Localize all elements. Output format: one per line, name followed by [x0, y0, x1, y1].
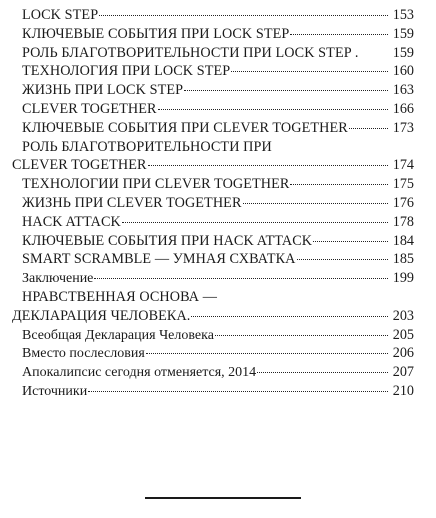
toc-entry-title: ТЕХНОЛОГИИ ПРИ CLEVER TOGETHER — [22, 176, 290, 193]
toc-entry-page: 207 — [392, 364, 414, 381]
dot-leader — [94, 278, 388, 279]
toc-entry-page: 163 — [392, 82, 414, 99]
toc-entry-lock-step-technology — [0, 62, 436, 81]
toc-entry-page: 203 — [392, 307, 414, 324]
toc-entry-title: ЖИЗНЬ ПРИ CLEVER TOGETHER — [22, 194, 242, 211]
toc-entry-page: 173 — [392, 119, 414, 136]
dot-leader — [349, 128, 388, 129]
toc-entry-title: ТЕХНОЛОГИЯ ПРИ LOCK STEP — [22, 63, 231, 80]
toc-entry-title: LOCK STEP — [22, 7, 99, 23]
toc-entry-title: РОЛЬ БЛАГОТВОРИТЕЛЬНОСТИ ПРИ LOCK STEP . — [22, 44, 359, 61]
toc-entry-page: 178 — [392, 213, 414, 230]
toc-entry-page: 184 — [392, 232, 414, 249]
toc-entry-lock-step-events — [0, 25, 436, 44]
toc-entry-sources — [0, 382, 436, 401]
dot-leader — [231, 71, 388, 72]
toc-entry-page: 185 — [392, 251, 414, 268]
toc-entry-conclusion — [0, 269, 436, 288]
toc-entry-lock-step-life — [0, 81, 436, 100]
toc-entry-title: КЛЮЧЕВЫЕ СОБЫТИЯ ПРИ HACK ATTACK — [22, 232, 313, 249]
toc-entry-page: 166 — [392, 100, 414, 117]
toc-entry-clever-together-events — [0, 119, 436, 138]
toc-entry-clever-together — [0, 100, 436, 119]
toc-entry-clever-together-technology — [0, 175, 436, 194]
dot-leader — [146, 353, 388, 354]
toc-entry-title: ДЕКЛАРАЦИЯ ЧЕЛОВЕКА. — [12, 307, 191, 324]
table-of-contents — [0, 6, 436, 401]
footer-rule — [145, 497, 301, 499]
dot-leader — [243, 203, 388, 204]
toc-entry-title: Апокалипсис сегодня отменяется, 2014 — [22, 365, 257, 381]
toc-entry-page: 159 — [392, 25, 414, 42]
dot-leader — [88, 391, 388, 392]
toc-entry-lock-step — [0, 6, 436, 25]
toc-entry-lock-step-charity — [0, 44, 436, 63]
toc-entry-moral-basis-line2 — [0, 307, 436, 326]
toc-entry-page: 210 — [392, 382, 414, 399]
toc-entry-page: 153 — [392, 7, 414, 23]
toc-entry-instead-of-afterword — [0, 344, 436, 363]
toc-entry-title: Источники — [22, 383, 88, 399]
dot-leader — [99, 15, 388, 16]
toc-entry-page: 160 — [392, 63, 414, 80]
dot-leader — [257, 372, 388, 373]
toc-entry-clever-together-charity-line2 — [0, 156, 436, 175]
toc-entry-page: 175 — [392, 176, 414, 193]
toc-entry-clever-together-life — [0, 194, 436, 213]
toc-entry-page: 176 — [392, 194, 414, 211]
toc-entry-title: CLEVER TOGETHER — [12, 157, 147, 174]
toc-entry-title: HACK ATTACK — [22, 213, 121, 230]
toc-entry-title: ЖИЗНЬ ПРИ LOCK STEP — [22, 82, 184, 99]
toc-entry-clever-together-charity-line1 — [0, 138, 436, 157]
dot-leader — [122, 222, 388, 223]
toc-entry-apocalypse-cancelled — [0, 363, 436, 382]
toc-entry-title: КЛЮЧЕВЫЕ СОБЫТИЯ ПРИ CLEVER TOGETHER — [22, 119, 348, 136]
toc-entry-smart-scramble — [0, 250, 436, 269]
dot-leader — [184, 90, 388, 91]
toc-entry-title: SMART SCRAMBLE — УМНАЯ СХВАТКА — [22, 251, 296, 268]
toc-entry-page: 159 — [392, 44, 414, 61]
dot-leader — [191, 316, 388, 317]
toc-entry-universal-declaration — [0, 326, 436, 345]
toc-entry-page: 174 — [392, 157, 414, 174]
toc-entry-title: CLEVER TOGETHER — [22, 100, 157, 117]
toc-entry-hack-attack — [0, 213, 436, 232]
toc-entry-page: 199 — [392, 270, 414, 287]
toc-entry-title: НРАВСТВЕННАЯ ОСНОВА — — [22, 288, 218, 305]
dot-leader — [290, 34, 388, 35]
dot-leader — [290, 184, 388, 185]
toc-entry-title: Вместо послесловия — [22, 346, 145, 362]
dot-leader — [297, 259, 388, 260]
toc-entry-page: 206 — [392, 345, 414, 362]
dot-leader — [148, 165, 388, 166]
toc-entry-title: КЛЮЧЕВЫЕ СОБЫТИЯ ПРИ LOCK STEP — [22, 25, 290, 42]
toc-entry-page: 205 — [392, 326, 414, 343]
toc-entry-title: Заключение — [22, 271, 94, 287]
toc-entry-title: Всеобщая Декларация Человека — [22, 327, 214, 343]
toc-entry-hack-attack-events — [0, 232, 436, 251]
toc-entry-moral-basis-line1 — [0, 288, 436, 307]
dot-leader — [313, 241, 388, 242]
dot-leader — [158, 109, 388, 110]
toc-entry-title: РОЛЬ БЛАГОТВОРИТЕЛЬНОСТИ ПРИ — [22, 138, 272, 155]
dot-leader — [215, 335, 388, 336]
